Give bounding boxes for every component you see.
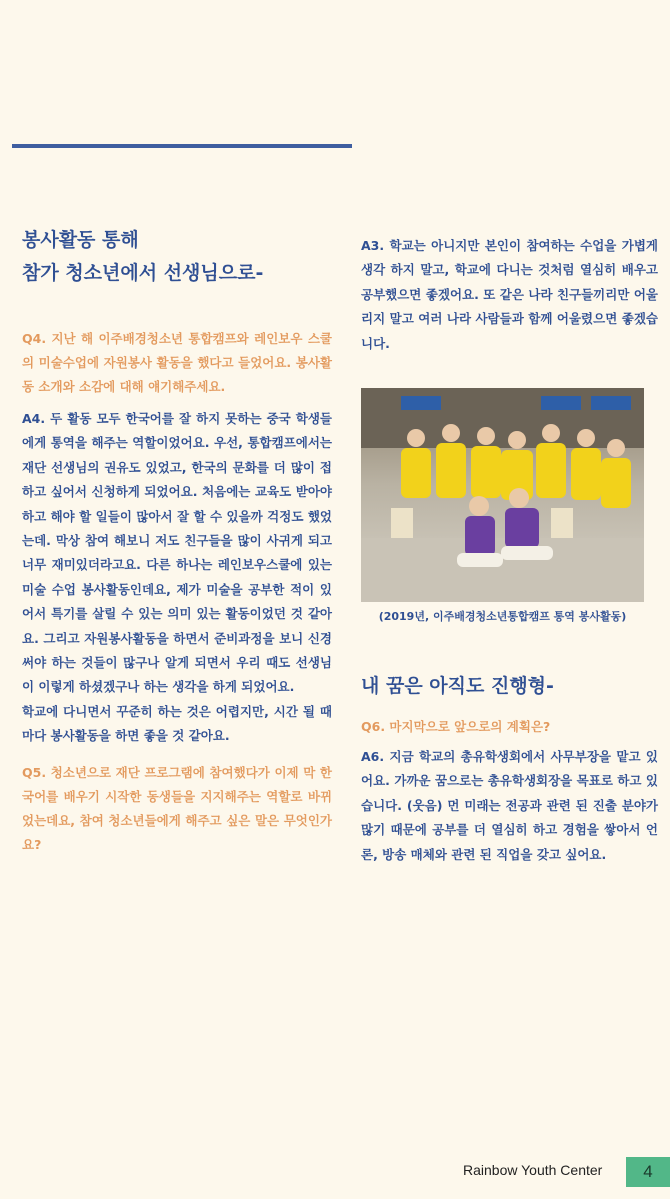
question-q4: Q4. 지난 해 이주배경청소년 통합캠프와 레인보우 스쿨의 미술수업에 자원봉사 활동을 했다고 들었어요. 봉사활동 소개와 소감에 대해 얘기해주세요. xyxy=(22,331,332,394)
page-number: 4 xyxy=(626,1157,670,1187)
question-q6: Q6. 마지막으로 앞으로의 계획은? xyxy=(361,719,551,735)
group-photo-illustration xyxy=(361,388,644,602)
question-q5: Q5. 청소년으로 재단 프로그램에 참여했다가 이제 막 한국어를 배우기 시작한 동생들을 지지해주는 역할로 바뀌었는데요, 참여 청소년들에게 해주고 싶은 말은 무엇인가요? xyxy=(22,764,332,852)
section-heading-dream: 내 꿈은 아직도 진행형- xyxy=(361,675,554,698)
section-heading-volunteer xyxy=(22,224,332,290)
photo-caption: (2019년, 이주배경청소년통합캠프 통역 봉사활동) xyxy=(378,610,627,624)
right-column xyxy=(361,234,658,867)
answer-a4-continued: 학교에 다니면서 꾸준히 하는 것은 어렵지만, 시간 될 때마다 봉사활동을 하면 좋을 것 같아요. xyxy=(22,703,332,744)
answer-a6: A6. 지금 학교의 총유학생회에서 사무부장을 맡고 있어요. 가까운 꿈으로는 총유학생회장을 목표로 하고 있습니다. (웃음) 먼 미래는 전공과 관련 된 진출 분야가 많기 때문에 공부를 더 열심히 하고 경험을 쌓아서 언론, 방송 매체와 관련 된 직업을 갖고 싶어요. xyxy=(361,749,658,862)
heading-line-1: 봉사활동 통해 xyxy=(22,229,139,251)
group-photo xyxy=(361,388,644,602)
top-divider xyxy=(12,144,352,148)
heading-line-2: 참가 청소년에서 선생님으로- xyxy=(22,262,264,284)
left-column xyxy=(22,224,332,857)
answer-a4: A4. 두 활동 모두 한국어를 잘 하지 못하는 중국 학생들에게 통역을 해주는 역할이었어요. 우선, 통합캠프에서는 재단 선생님의 권유도 있었고, 한국의 문화를 더 많이 접하고 싶어서 신청하게 되었어요. 처음에는 교육도 받아야 하고 해야 할 일들이 많아서 잘 할 수 있을까 걱정도 했었는데. 막상 참여 해보니 저도 친구들을 많이 사귀게 되고 너무 재미있더라고요. 다른 하나는 레인보우스쿨에 있는 미술 수업 봉사활동인데요, 제가 미술을 공부한 적이 있어서 특기를 살릴 수 있는 의미 있는 활동이었던 것 같아요. 그리고 자원봉사활동을 하면서 준비과정을 보니 신경 써야 하는 것들이 많구나 알게 되면서 우리 때도 선생님이 이렇게 하셨겠구나 하는 생각을 하게 되었어요. xyxy=(22,411,332,695)
answer-a3: A3. 학교는 아니지만 본인이 참여하는 수업을 가볍게 생각 하지 말고, 학교에 다니는 것처럼 열심히 배우고 공부했으면 좋겠어요. 또 같은 나라 친구들끼리만 어울리지 말고 여러 나라 사람들과 함께 어울렸으면 좋겠습니다. xyxy=(361,238,658,351)
footer-org-name: Rainbow Youth Center xyxy=(463,1162,603,1178)
